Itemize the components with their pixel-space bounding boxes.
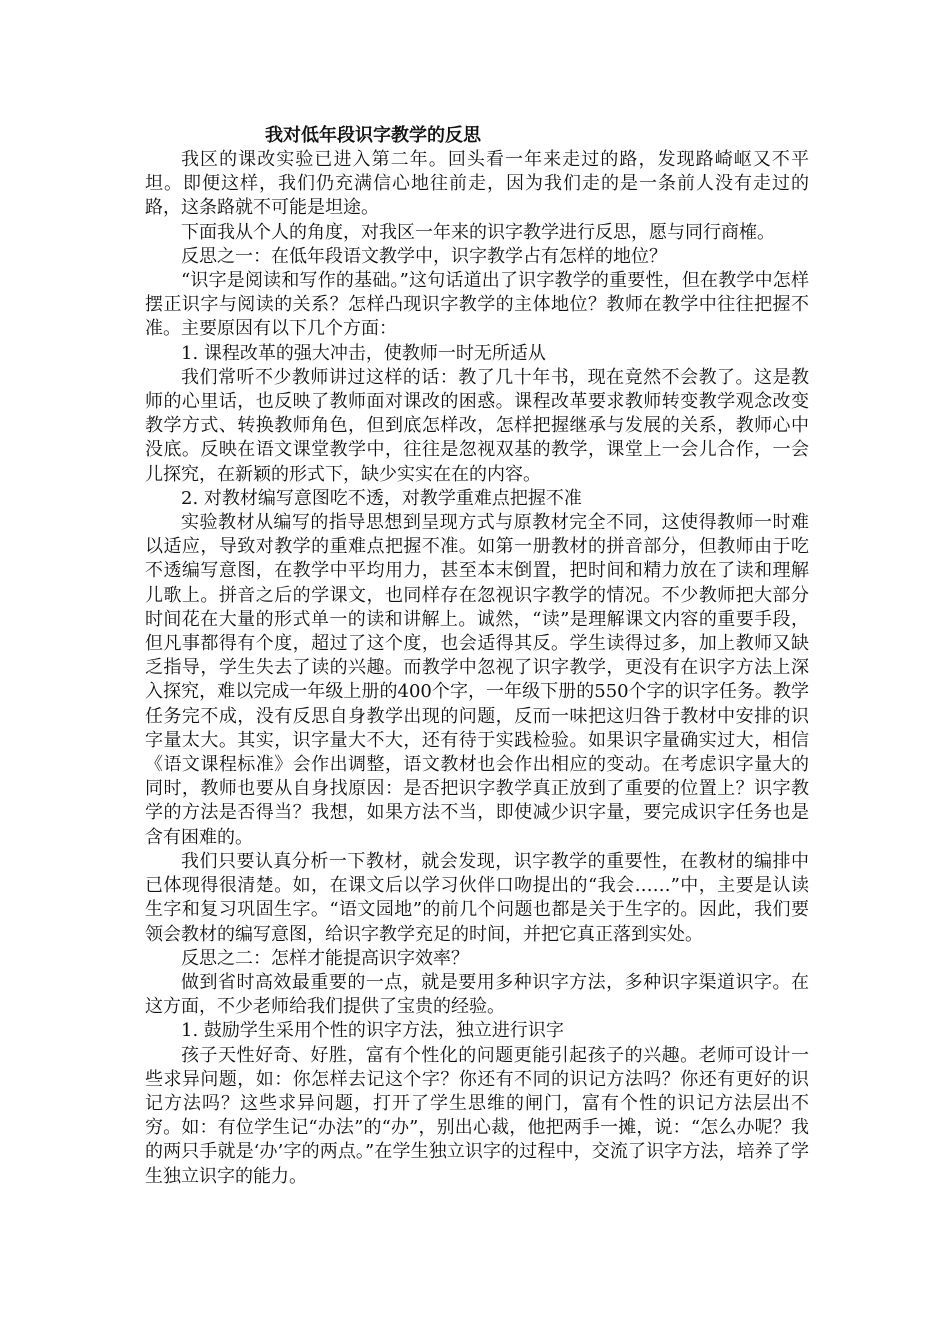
document-page [145, 124, 809, 1189]
paragraph: 我们只要认真分析一下教材，就会发现，识字教学的重要性，在教材的编排中已体现得很清楚。如，在课文后以学习伙伴口吻提出的“我会……”中，主要是认读生字和复习巩固生字。“语文园地”的前几个问题也都是关于生字的。因此，我们要领会教材的编写意图，给识字教学充足的时间，并把它真正落到实处。 [145, 850, 809, 945]
section-heading: 反思之二：怎样才能提高识字效率？ [181, 947, 469, 969]
subsection-heading: 1. 课程改革的强大冲击，使教师一时无所适从 [181, 342, 546, 364]
section-heading: 反思之一：在低年段语文教学中，识字教学占有怎样的地位？ [181, 245, 667, 267]
paragraph: 下面我从个人的角度，对我区一年来的识字教学进行反思，愿与同行商榷。 [181, 221, 775, 243]
paragraph: “识字是阅读和写作的基础。”这句话道出了识字教学的重要性，但在教学中怎样摆正识字与阅读的关系？怎样凸现识字教学的主体地位？教师在教学中往往把握不准。主要原因有以下几个方面： [145, 270, 809, 340]
subsection-heading: 2. 对教材编写意图吃不透，对教学重难点把握不准 [181, 487, 582, 509]
subsection-heading: 1. 鼓励学生采用个性的识字方法，独立进行识字 [181, 1020, 564, 1042]
document-title: 我对低年段识字教学的反思 [265, 125, 481, 146]
paragraph: 我区的课改实验已进入第二年。回头看一年来走过的路，发现路崎岖又不平坦。即便这样，我们仍充满信心地往前走，因为我们走的是一条前人没有走过的路，这条路就不可能是坦途。 [145, 149, 809, 219]
paragraph: 实验教材从编写的指导思想到呈现方式与原教材完全不同，这使得教师一时难以适应，导致对教学的重难点把握不准。如第一册教材的拼音部分，但教师由于吃不透编写意图，在教学中平均用力，甚至本末倒置，把时间和精力放在了读和理解儿歌上。拼音之后的学课文，也同样存在忽视识字教学的情况。不少教师把大部分时间花在大量的形式单一的读和讲解上。诚然，“读”是理解课文内容的重要手段，但凡事都得有个度，超过了这个度，也会适得其反。学生读得过多，加上教师又缺乏指导，学生失去了读的兴趣。而教学中忽视了识字教学，更没有在识字方法上深入探究，难以完成一年级上册的400个字，一年级下册的550个字的识字任务。教学任务完不成，没有反思自身教学出现的问题，反而一味把这归咎于教材中安排的识字量太大。其实，识字量大不大，还有待于实践检验。如果识字量确实过大，相信《语文课程标准》会作出调整，语文教材也会作出相应的变动。在考虑识字量大的同时，教师也要从自身找原因：是否把识字教学真正放到了重要的位置上？识字教学的方法是否得当？我想，如果方法不当，即使减少识字量，要完成识字任务也是含有困难的。 [145, 512, 809, 848]
paragraph: 我们常听不少教师讲过这样的话：教了几十年书，现在竟然不会教了。这是教师的心里话，也反映了教师面对课改的困惑。课程改革要求教师转变教学观念改变教学方式、转换教师角色，但到底怎样改，怎样把握继承与发展的关系，教师心中没底。反映在语文课堂教学中，往往是忽视双基的教学，课堂上一会儿合作，一会儿探究，在新颖的形式下，缺少实实在在的内容。 [145, 366, 809, 485]
paragraph: 孩子天性好奇、好胜，富有个性化的问题更能引起孩子的兴趣。老师可设计一些求异问题，如：你怎样去记这个字？你还有不同的识记方法吗？你还有更好的识记方法吗？这些求异问题，打开了学生思维的闸门，富有个性的识记方法层出不穷。如：有位学生记“办法”的“办”，别出心裁，他把两手一摊，说：“怎么办呢？我的两只手就是‘办’字的两点。”在学生独立识字的过程中，交流了识字方法，培养了学生独立识字的能力。 [145, 1044, 809, 1187]
paragraph: 做到省时高效最重要的一点，就是要用多种识字方法，多种识字渠道识字。在这方面，不少老师给我们提供了宝贵的经验。 [145, 971, 809, 1018]
